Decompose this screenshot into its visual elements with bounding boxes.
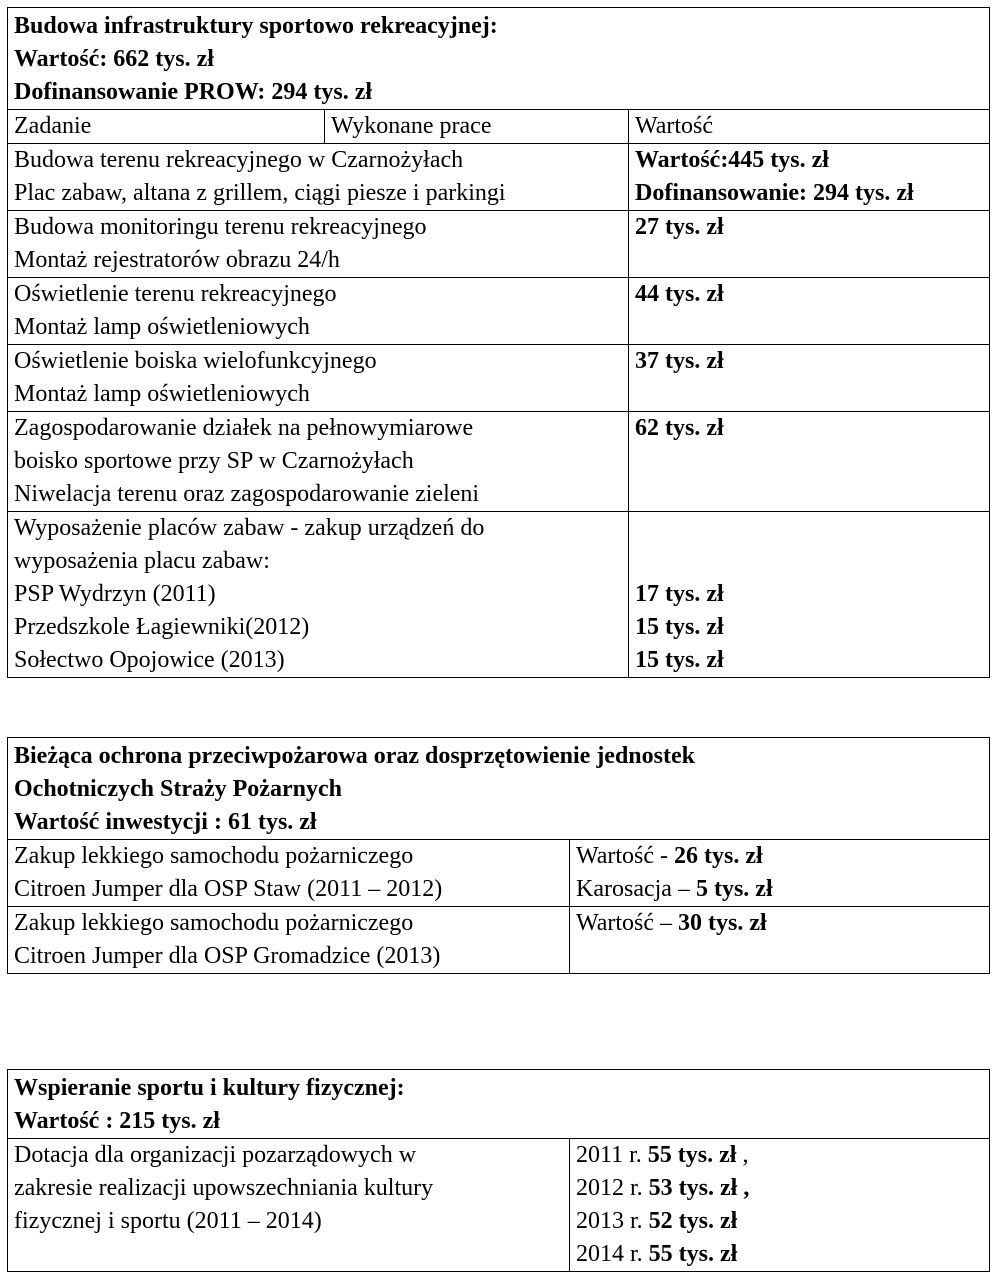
column-header-task: Zadanie: [8, 110, 325, 144]
task-line: boisko sportowe przy SP w Czarnożyłach: [14, 448, 414, 474]
table-row: [8, 1139, 990, 1272]
infrastructure-table: [7, 7, 990, 678]
table-row: [8, 907, 990, 974]
task-line: Citroen Jumper dla OSP Staw (2011 – 2012): [14, 876, 443, 902]
value-line: [576, 1205, 983, 1238]
value-line: 37 tys. zł: [635, 348, 724, 374]
value-amount: 55 tys. zł: [647, 1142, 737, 1168]
value-line: Wartość:445 tys. zł: [635, 147, 829, 173]
task-line: Zakup lekkiego samochodu pożarniczego: [14, 843, 414, 869]
value-cell: [570, 1139, 990, 1272]
table-title: [8, 1070, 990, 1139]
title-line: Wspieranie sportu i kultury fizycznej:: [14, 1075, 405, 1101]
task-line: Niwelacja terenu oraz zagospodarowanie zieleni: [14, 481, 480, 507]
value-cell: [570, 840, 990, 907]
table-title-row: [8, 738, 990, 840]
value-amount: 55 tys. zł: [648, 1241, 738, 1267]
value-line: 15 tys. zł: [635, 647, 724, 673]
task-line: Montaż lamp oświetleniowych: [14, 314, 310, 340]
value-label: Wartość -: [576, 843, 675, 869]
table-row: [8, 278, 990, 345]
column-header-work: Wykonane prace: [325, 110, 629, 144]
value-line: [576, 1238, 983, 1271]
task-line: Oświetlenie boiska wielofunkcyjnego: [14, 348, 377, 374]
task-cell: [8, 907, 570, 974]
task-cell: [8, 211, 629, 278]
value-line: [576, 1139, 983, 1172]
year-label: 2012 r.: [576, 1175, 649, 1201]
task-line: Budowa monitoringu terenu rekreacyjnego: [14, 214, 427, 240]
value-line: 62 tys. zł: [635, 415, 724, 441]
value-label: Wartość –: [576, 910, 679, 936]
task-line: Citroen Jumper dla OSP Gromadzice (2013): [14, 943, 441, 969]
title-line: Dofinansowanie PROW: 294 tys. zł: [14, 79, 373, 105]
value-line: 17 tys. zł: [635, 581, 724, 607]
title-line: Ochotniczych Straży Pożarnych: [14, 776, 342, 802]
value-line: 44 tys. zł: [635, 281, 724, 307]
table-title-row: [8, 1070, 990, 1139]
title-line: Bieżąca ochrona przeciwpożarowa oraz dosprzętowienie jednostek: [14, 743, 695, 769]
empty-line: [576, 940, 983, 973]
title-line: Wartość : 215 tys. zł: [14, 1108, 220, 1134]
value-cell: [629, 211, 990, 278]
value-line: Dofinansowanie: 294 tys. zł: [635, 180, 914, 206]
column-header-value: Wartość: [629, 110, 990, 144]
value-amount: 5 tys. zł: [695, 876, 773, 902]
value-suffix: ,: [736, 1142, 749, 1168]
table-row: [8, 144, 990, 211]
empty-line: [635, 545, 983, 578]
value-line: [576, 840, 983, 873]
empty-line: [635, 244, 983, 277]
value-line: 27 tys. zł: [635, 214, 724, 240]
task-line: PSP Wydrzyn (2011): [14, 581, 216, 607]
empty-line: [635, 512, 983, 545]
task-cell: [8, 278, 629, 345]
task-line: Dotacja dla organizacji pozarządowych w: [14, 1142, 417, 1168]
value-cell: [570, 907, 990, 974]
task-line: Montaż lamp oświetleniowych: [14, 381, 310, 407]
value-cell: [629, 345, 990, 412]
task-cell: [8, 412, 629, 512]
value-cell: [629, 412, 990, 512]
table-title: [8, 738, 990, 840]
empty-line: [635, 311, 983, 344]
value-line: [576, 873, 983, 906]
value-label: Karosacja –: [576, 876, 696, 902]
fire-protection-table: [7, 737, 990, 974]
value-cell: [629, 512, 990, 678]
value-amount: 30 tys. zł: [678, 910, 767, 936]
value-amount: 52 tys. zł: [648, 1208, 738, 1234]
task-line: Budowa terenu rekreacyjnego w Czarnożyłach: [14, 147, 464, 173]
task-line: Montaż rejestratorów obrazu 24/h: [14, 247, 340, 273]
year-label: 2013 r.: [576, 1208, 649, 1234]
value-cell: [629, 144, 990, 211]
sport-support-table: [7, 1069, 990, 1272]
task-cell: [8, 345, 629, 412]
task-line: Zagospodarowanie działek na pełnowymiarowe: [14, 415, 474, 441]
table-row: [8, 345, 990, 412]
value-line: [576, 907, 983, 940]
task-cell: [8, 840, 570, 907]
column-header-row: [8, 110, 990, 144]
task-cell: [8, 512, 629, 678]
title-line: Budowa infrastruktury sportowo rekreacyjnej:: [14, 13, 498, 39]
table-row: [8, 211, 990, 278]
title-line: Wartość: 662 tys. zł: [14, 46, 214, 72]
table-title: [8, 8, 990, 110]
task-line: Plac zabaw, altana z grillem, ciągi piesze i parkingi: [14, 180, 506, 206]
task-line: wyposażenia placu zabaw:: [14, 548, 270, 574]
year-label: 2011 r.: [576, 1142, 648, 1168]
year-label: 2014 r.: [576, 1241, 649, 1267]
table-title-row: [8, 8, 990, 110]
table-row: [8, 412, 990, 512]
value-amount: 53 tys. zł ,: [648, 1175, 750, 1201]
value-amount: 26 tys. zł: [674, 843, 763, 869]
value-line: 15 tys. zł: [635, 614, 724, 640]
title-line: Wartość inwestycji : 61 tys. zł: [14, 809, 317, 835]
table-row: [8, 840, 990, 907]
task-line: fizycznej i sportu (2011 – 2014): [14, 1208, 322, 1234]
task-line: Sołectwo Opojowice (2013): [14, 647, 285, 673]
task-line: Przedszkole Łagiewniki(2012): [14, 614, 310, 640]
task-line: Oświetlenie terenu rekreacyjnego: [14, 281, 337, 307]
value-line: [576, 1172, 983, 1205]
empty-line: [635, 378, 983, 411]
task-cell: [8, 1139, 570, 1272]
table-row: [8, 512, 990, 678]
task-line: zakresie realizacji upowszechniania kultury: [14, 1175, 434, 1201]
value-cell: [629, 278, 990, 345]
task-line: Wyposażenie placów zabaw - zakup urządzeń do: [14, 515, 485, 541]
task-cell: [8, 144, 629, 211]
task-line: Zakup lekkiego samochodu pożarniczego: [14, 910, 414, 936]
